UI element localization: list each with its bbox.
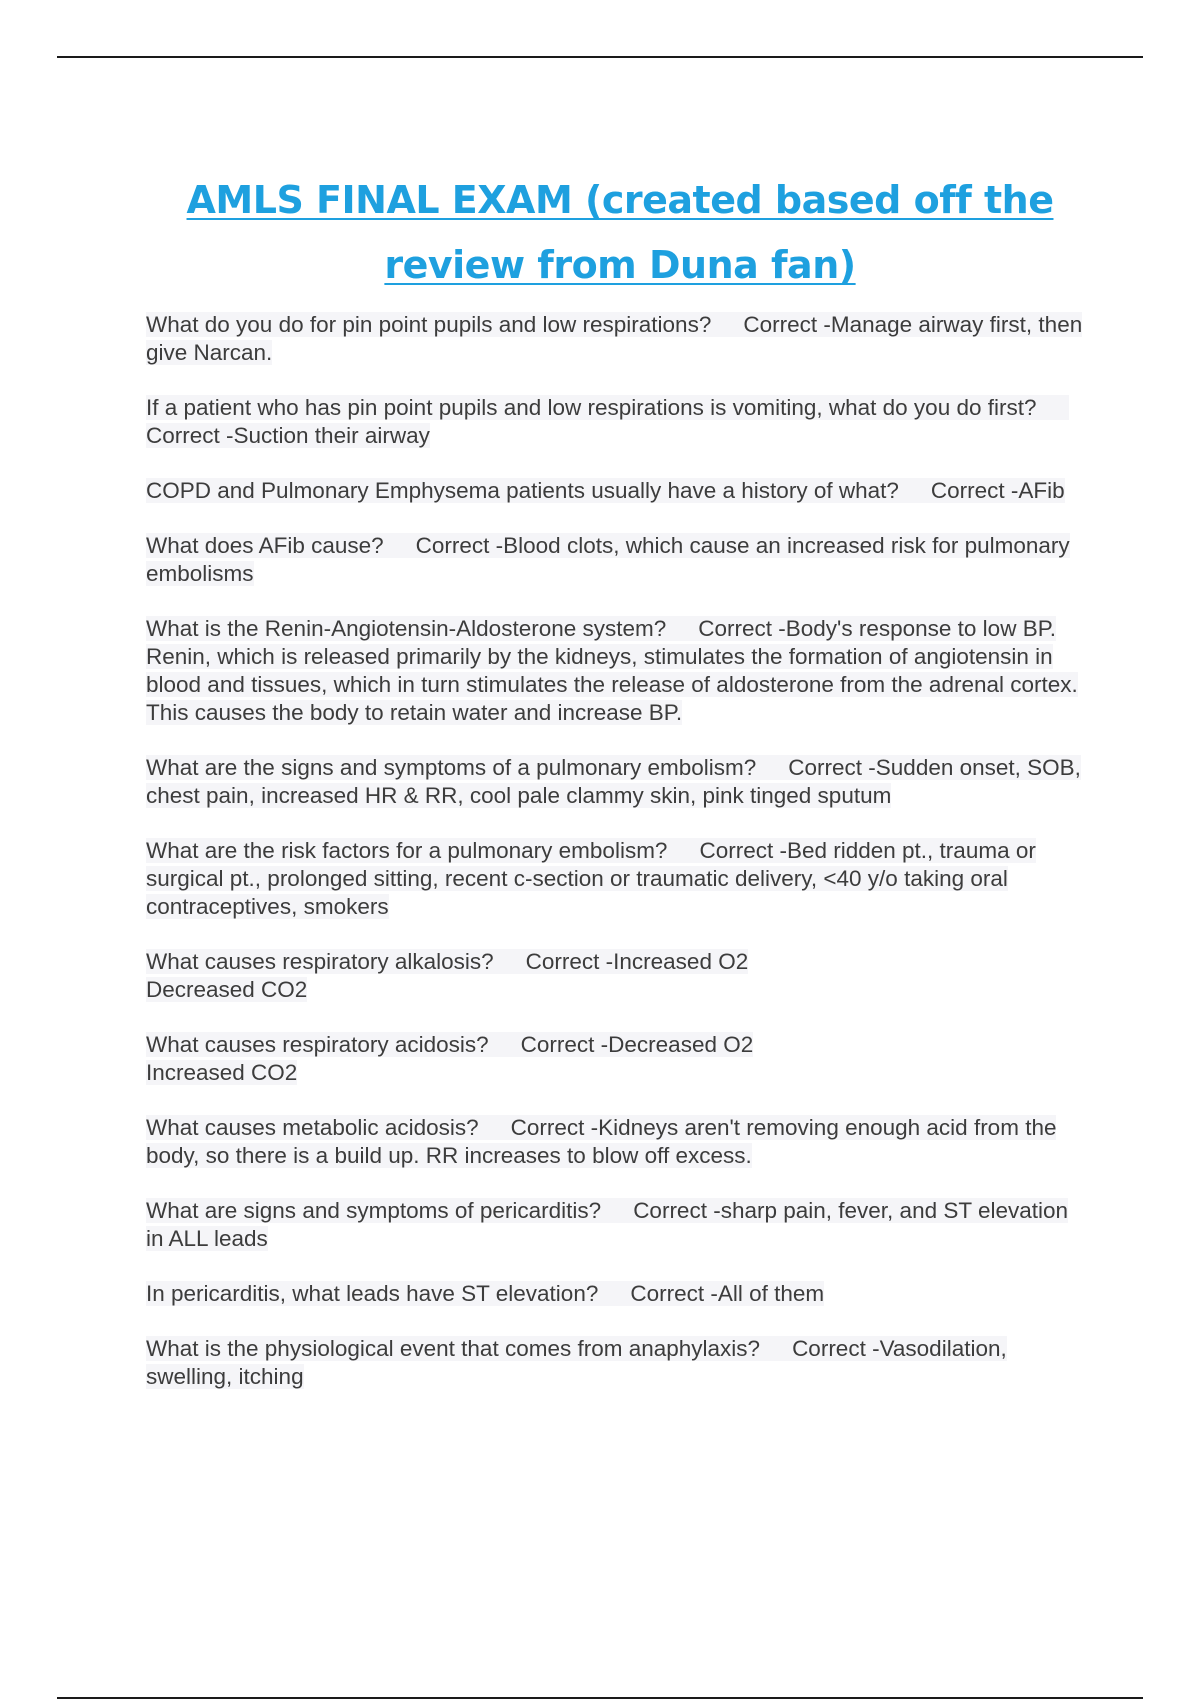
page-title [120,168,1120,298]
answer-text: Correct -AFib [930,478,1065,503]
question-text: What causes metabolic acidosis? [146,1115,479,1140]
qa-item [146,394,1091,450]
qa-item [146,754,1091,810]
question-answer-list [146,311,1091,1418]
qa-item [146,1197,1091,1253]
question-text: In pericarditis, what leads have ST elevation? [146,1281,599,1306]
qa-item [146,948,1091,1004]
bottom-rule [57,1697,1143,1699]
question-text: What are the signs and symptoms of a pulmonary embolism? [146,755,757,780]
qa-item [146,615,1091,727]
title-line-2: review from Duna fan) [384,243,856,287]
question-text: What is the Renin-Angiotensin-Aldosterone system? [146,616,667,641]
qa-item [146,1335,1091,1391]
question-text: If a patient who has pin point pupils and low respirations is vomiting, what do you do first? [146,395,1037,420]
question-text: COPD and Pulmonary Emphysema patients usually have a history of what? [146,478,899,503]
question-text: What causes respiratory acidosis? [146,1032,489,1057]
answer-text: Correct -Increased O2 [525,949,749,974]
qa-item [146,1031,1091,1087]
answer-text: Correct -sharp pain, fever, and ST elevation in ALL leads [146,1198,1069,1251]
answer-text: Correct -Body's response to low BP. Renin, which is released primarily by the kidneys, stimulates the formation of angiotensin in blood and tissues, which in turn stimulates the release of aldosterone from the adrenal cortex. This causes the body to retain water and increase BP. [146,616,1078,725]
answer-text: Correct -Bed ridden pt., trauma or surgical pt., prolonged sitting, recent c-section or traumatic delivery, <40 y/o taking oral contraceptives, smokers [146,838,1036,919]
answer-text: Correct -Manage airway first, then give Narcan. [146,312,1083,365]
qa-item [146,532,1091,588]
question-text: What does AFib cause? [146,533,384,558]
answer-text: Correct -Kidneys aren't removing enough acid from the body, so there is a build up. RR increases to blow off excess. [146,1115,1057,1168]
answer-text: Correct -Decreased O2 [520,1032,754,1057]
qa-item [146,1280,1091,1308]
answer-text: Correct -Blood clots, which cause an increased risk for pulmonary embolisms [146,533,1070,586]
question-text: What causes respiratory alkalosis? [146,949,494,974]
question-text: What do you do for pin point pupils and low respirations? [146,312,712,337]
top-rule [57,56,1143,58]
qa-item [146,311,1091,367]
question-text: What is the physiological event that comes from anaphylaxis? [146,1336,761,1361]
title-line-1: AMLS FINAL EXAM (created based off the [186,178,1054,222]
question-text: What are the risk factors for a pulmonary embolism? [146,838,668,863]
qa-item [146,477,1091,505]
qa-item [146,837,1091,921]
answer-text: Correct -All of them [630,1281,825,1306]
qa-item [146,1114,1091,1170]
answer-text-line-2: Decreased CO2 [146,977,308,1002]
answer-text-line-2: Increased CO2 [146,1060,298,1085]
answer-text: Correct -Suction their airway [146,423,430,448]
answer-text: Correct -Sudden onset, SOB, chest pain, increased HR & RR, cool pale clammy skin, pink tinged sputum [146,755,1081,808]
answer-text: Correct -Vasodilation, swelling, itching [146,1336,1007,1389]
question-text: What are signs and symptoms of pericarditis? [146,1198,602,1223]
